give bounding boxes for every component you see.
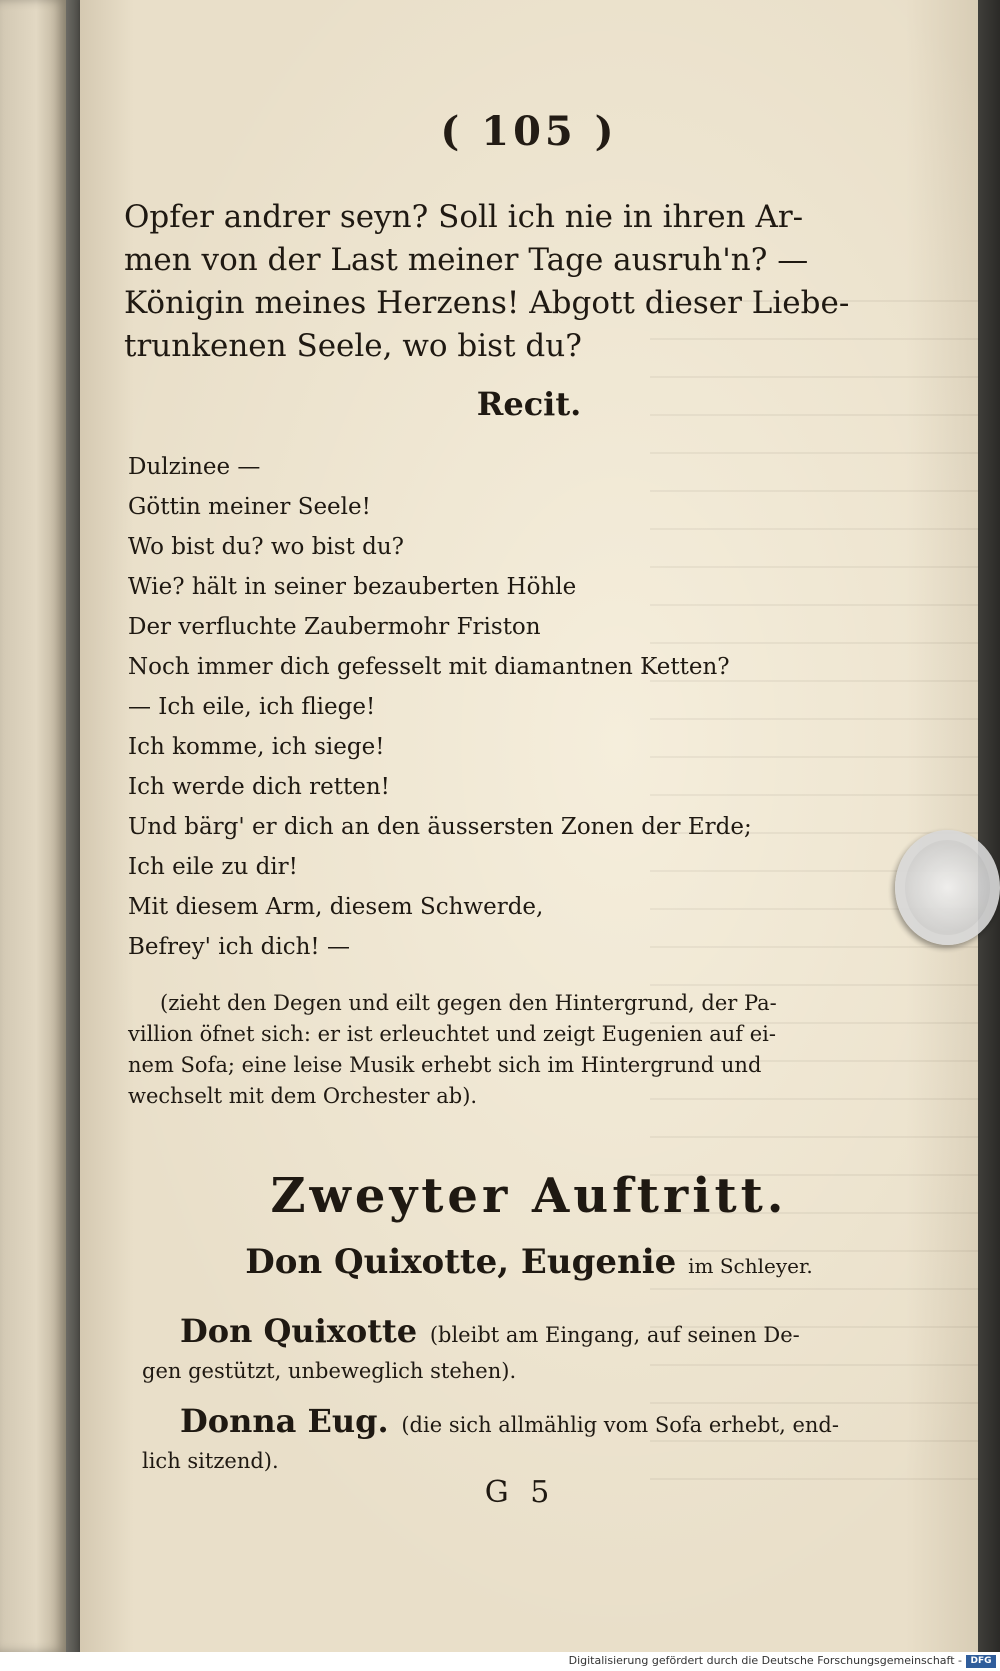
verse-line: Ich komme, ich siege! — [128, 734, 385, 760]
page-number: ( 105 ) — [440, 108, 618, 155]
speech-donna-eugenie — [142, 1402, 839, 1479]
prose-line: trunkenen Seele, wo bist du? — [124, 328, 582, 364]
speech-line: lich sitzend). — [142, 1449, 279, 1473]
prose-line: Königin meines Herzens! Abgott dieser Liebe- — [124, 285, 850, 321]
dfg-logo-icon[interactable]: DFG — [966, 1655, 996, 1668]
scene-title: Zweyter Auftritt. — [270, 1168, 788, 1224]
page-edge-shadow — [978, 0, 1000, 1652]
scene-persons-names: Don Quixotte, Eugenie — [245, 1242, 677, 1282]
verse-line: Und bärg' er dich an den äussersten Zonen der Erde; — [128, 814, 752, 840]
verse-line: Mit diesem Arm, diesem Schwerde, — [128, 894, 544, 920]
stage-direction-line: nem Sofa; eine leise Musik erhebt sich im Hintergrund und — [128, 1053, 762, 1077]
section-heading: Recit. — [476, 385, 582, 423]
stage-direction-line: villion öfnet sich: er ist erleuchtet und zeigt Eugenien auf ei- — [128, 1022, 776, 1046]
verse-line: Göttin meiner Seele! — [128, 494, 371, 520]
speech-direction: (die sich allmählig vom Sofa erhebt, end- — [401, 1413, 839, 1437]
verse-block — [128, 447, 828, 967]
stage-direction — [128, 988, 828, 1112]
speaker-name: Donna Eug. — [180, 1402, 389, 1440]
verse-line: Ich eile zu dir! — [128, 854, 298, 880]
prose-paragraph — [124, 196, 850, 368]
stage-direction-line: (zieht den Degen und eilt gegen den Hintergrund, der Pa- — [160, 991, 777, 1015]
signature-mark: G 5 — [484, 1475, 556, 1510]
verse-line: Noch immer dich gefesselt mit diamantnen Ketten? — [128, 654, 730, 680]
speech-line — [180, 1402, 839, 1443]
verse-line: — Ich eile, ich fliege! — [128, 694, 376, 720]
scene-persons-note: im Schleyer. — [688, 1254, 813, 1278]
verse-line: Ich werde dich retten! — [128, 774, 390, 800]
speech-line: gen gestützt, unbeweglich stehen). — [142, 1359, 517, 1383]
stage-direction-line: wechselt mit dem Orchester ab). — [128, 1084, 478, 1108]
page-clip-icon — [895, 830, 1000, 945]
speech-don-quixotte — [142, 1312, 820, 1389]
footer-credit: Digitalisierung gefördert durch die Deutsche Forschungsgemeinschaft - — [568, 1654, 962, 1667]
verse-line: Dulzinee — — [128, 454, 261, 480]
verse-line: Wie? hält in seiner bezauberten Höhle — [128, 574, 577, 600]
speech-direction: (bleibt am Eingang, auf seinen De- — [429, 1323, 800, 1347]
scene-persons — [80, 1242, 978, 1282]
verse-line: Der verfluchte Zaubermohr Friston — [128, 614, 541, 640]
prose-line: Opfer andrer seyn? Soll ich nie in ihren Ar- — [124, 199, 804, 235]
left-page-edge — [0, 0, 66, 1652]
speaker-name: Don Quixotte — [180, 1312, 418, 1350]
verse-line: Befrey' ich dich! — — [128, 934, 350, 960]
footer-bar — [0, 1652, 1000, 1671]
prose-line: men von der Last meiner Tage ausruh'n? — — [124, 242, 809, 278]
book-gutter — [66, 0, 80, 1652]
verse-line: Wo bist du? wo bist du? — [128, 534, 404, 560]
speech-line — [180, 1313, 820, 1353]
